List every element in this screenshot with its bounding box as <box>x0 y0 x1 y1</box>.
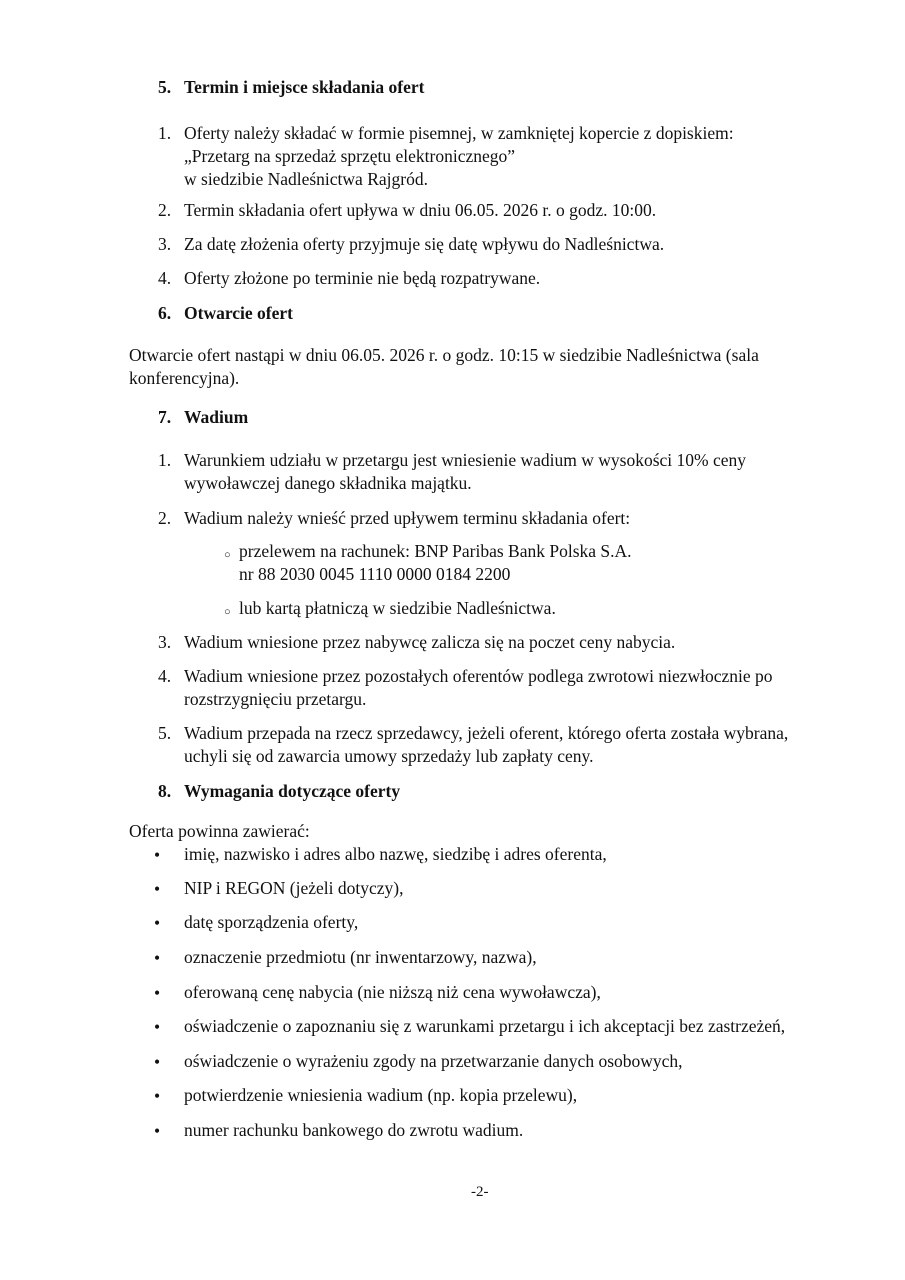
s8-list-item: oferowaną cenę nabycia (nie niższą niż cena wywoławcza), <box>184 982 601 1002</box>
hollow-bullet-icon: ○ <box>224 549 231 561</box>
s7-item-5-line-2: uchyli się od zawarcia umowy sprzedaży lub zapłaty ceny. <box>184 746 594 766</box>
s7-item-4-line-2: rozstrzygnięciu przetargu. <box>184 689 367 709</box>
s5-item-1-line-2: „Przetarg na sprzedaż sprzętu elektronicznego” <box>184 146 516 166</box>
s5-item-4-number: 4. <box>158 268 172 288</box>
s7-subitem-1-line-1: przelewem na rachunek: BNP Paribas Bank Polska S.A. <box>239 541 632 561</box>
s7-item-2-number: 2. <box>158 508 172 528</box>
s8-list-item: imię, nazwisko i adres albo nazwę, siedzibę i adres oferenta, <box>184 844 607 864</box>
bullet-icon: • <box>154 1121 161 1141</box>
section-7-number: 7. <box>158 407 172 427</box>
s5-item-2-text: Termin składania ofert upływa w dniu 06.05. 2026 r. o godz. 10:00. <box>184 200 657 220</box>
s7-item-1-line-1: Warunkiem udziału w przetargu jest wniesienie wadium w wysokości 10% ceny <box>184 450 747 470</box>
bullet-icon: • <box>154 845 161 865</box>
s5-item-1-number: 1. <box>158 123 172 143</box>
s7-item-1-line-2: wywoławczej danego składnika majątku. <box>184 473 472 493</box>
s7-item-5-number: 5. <box>158 723 172 743</box>
bullet-icon: • <box>154 983 161 1003</box>
s7-item-3-text: Wadium wniesione przez nabywcę zalicza się na poczet ceny nabycia. <box>184 632 676 652</box>
s7-item-5-line-1: Wadium przepada na rzecz sprzedawcy, jeżeli oferent, którego oferta została wybrana, <box>184 723 789 743</box>
s7-item-4-line-1: Wadium wniesione przez pozostałych oferentów podlega zwrotowi niezwłocznie po <box>184 666 773 686</box>
s7-item-1-number: 1. <box>158 450 172 470</box>
s8-list-item: potwierdzenie wniesienia wadium (np. kopia przelewu), <box>184 1085 578 1105</box>
bullet-icon: • <box>154 879 161 899</box>
bullet-icon: • <box>154 1052 161 1072</box>
s8-list-item: oświadczenie o zapoznaniu się z warunkami przetargu i ich akceptacji bez zastrzeżeń, <box>184 1016 786 1036</box>
bullet-icon: • <box>154 1086 161 1106</box>
s5-item-2-number: 2. <box>158 200 172 220</box>
bullet-icon: • <box>154 913 161 933</box>
s7-subitem-2-text: lub kartą płatniczą w siedzibie Nadleśnictwa. <box>239 598 556 618</box>
section-5-heading: Termin i miejsce składania ofert <box>184 77 425 97</box>
s7-item-4-number: 4. <box>158 666 172 686</box>
s8-list-item: numer rachunku bankowego do zwrotu wadium. <box>184 1120 524 1140</box>
s8-list-item: oświadczenie o wyrażeniu zgody na przetwarzanie danych osobowych, <box>184 1051 683 1071</box>
s5-item-4-text: Oferty złożone po terminie nie będą rozpatrywane. <box>184 268 541 288</box>
s5-item-1-line-3: w siedzibie Nadleśnictwa Rajgród. <box>184 169 428 189</box>
bullet-icon: • <box>154 948 161 968</box>
bullet-icon: • <box>154 1017 161 1037</box>
s7-item-2-text: Wadium należy wnieść przed upływem terminu składania ofert: <box>184 508 631 528</box>
section-5-number: 5. <box>158 77 172 97</box>
s5-item-3-text: Za datę złożenia oferty przyjmuje się datę wpływu do Nadleśnictwa. <box>184 234 665 254</box>
s6-paragraph-line-2: konferencyjna). <box>129 368 240 388</box>
s5-item-1-line-1: Oferty należy składać w formie pisemnej, w zamkniętej kopercie z dopiskiem: <box>184 123 734 143</box>
section-8-number: 8. <box>158 781 172 801</box>
s8-intro: Oferta powinna zawierać: <box>129 821 310 841</box>
s8-list-item: NIP i REGON (jeżeli dotyczy), <box>184 878 404 898</box>
page-number: -2- <box>471 1184 489 1200</box>
s8-list-item: datę sporządzenia oferty, <box>184 912 359 932</box>
section-7-heading: Wadium <box>184 407 249 427</box>
s7-item-3-number: 3. <box>158 632 172 652</box>
s6-paragraph-line-1: Otwarcie ofert nastąpi w dniu 06.05. 2026 r. o godz. 10:15 w siedzibie Nadleśnictwa (sala <box>129 345 759 365</box>
section-6-heading: Otwarcie ofert <box>184 303 293 323</box>
section-8-heading: Wymagania dotyczące oferty <box>184 781 401 801</box>
s5-item-3-number: 3. <box>158 234 172 254</box>
s8-list-item: oznaczenie przedmiotu (nr inwentarzowy, nazwa), <box>184 947 537 967</box>
section-6-number: 6. <box>158 303 172 323</box>
hollow-bullet-icon: ○ <box>224 606 231 618</box>
s7-subitem-1-line-2: nr 88 2030 0045 1110 0000 0184 2200 <box>239 564 511 584</box>
